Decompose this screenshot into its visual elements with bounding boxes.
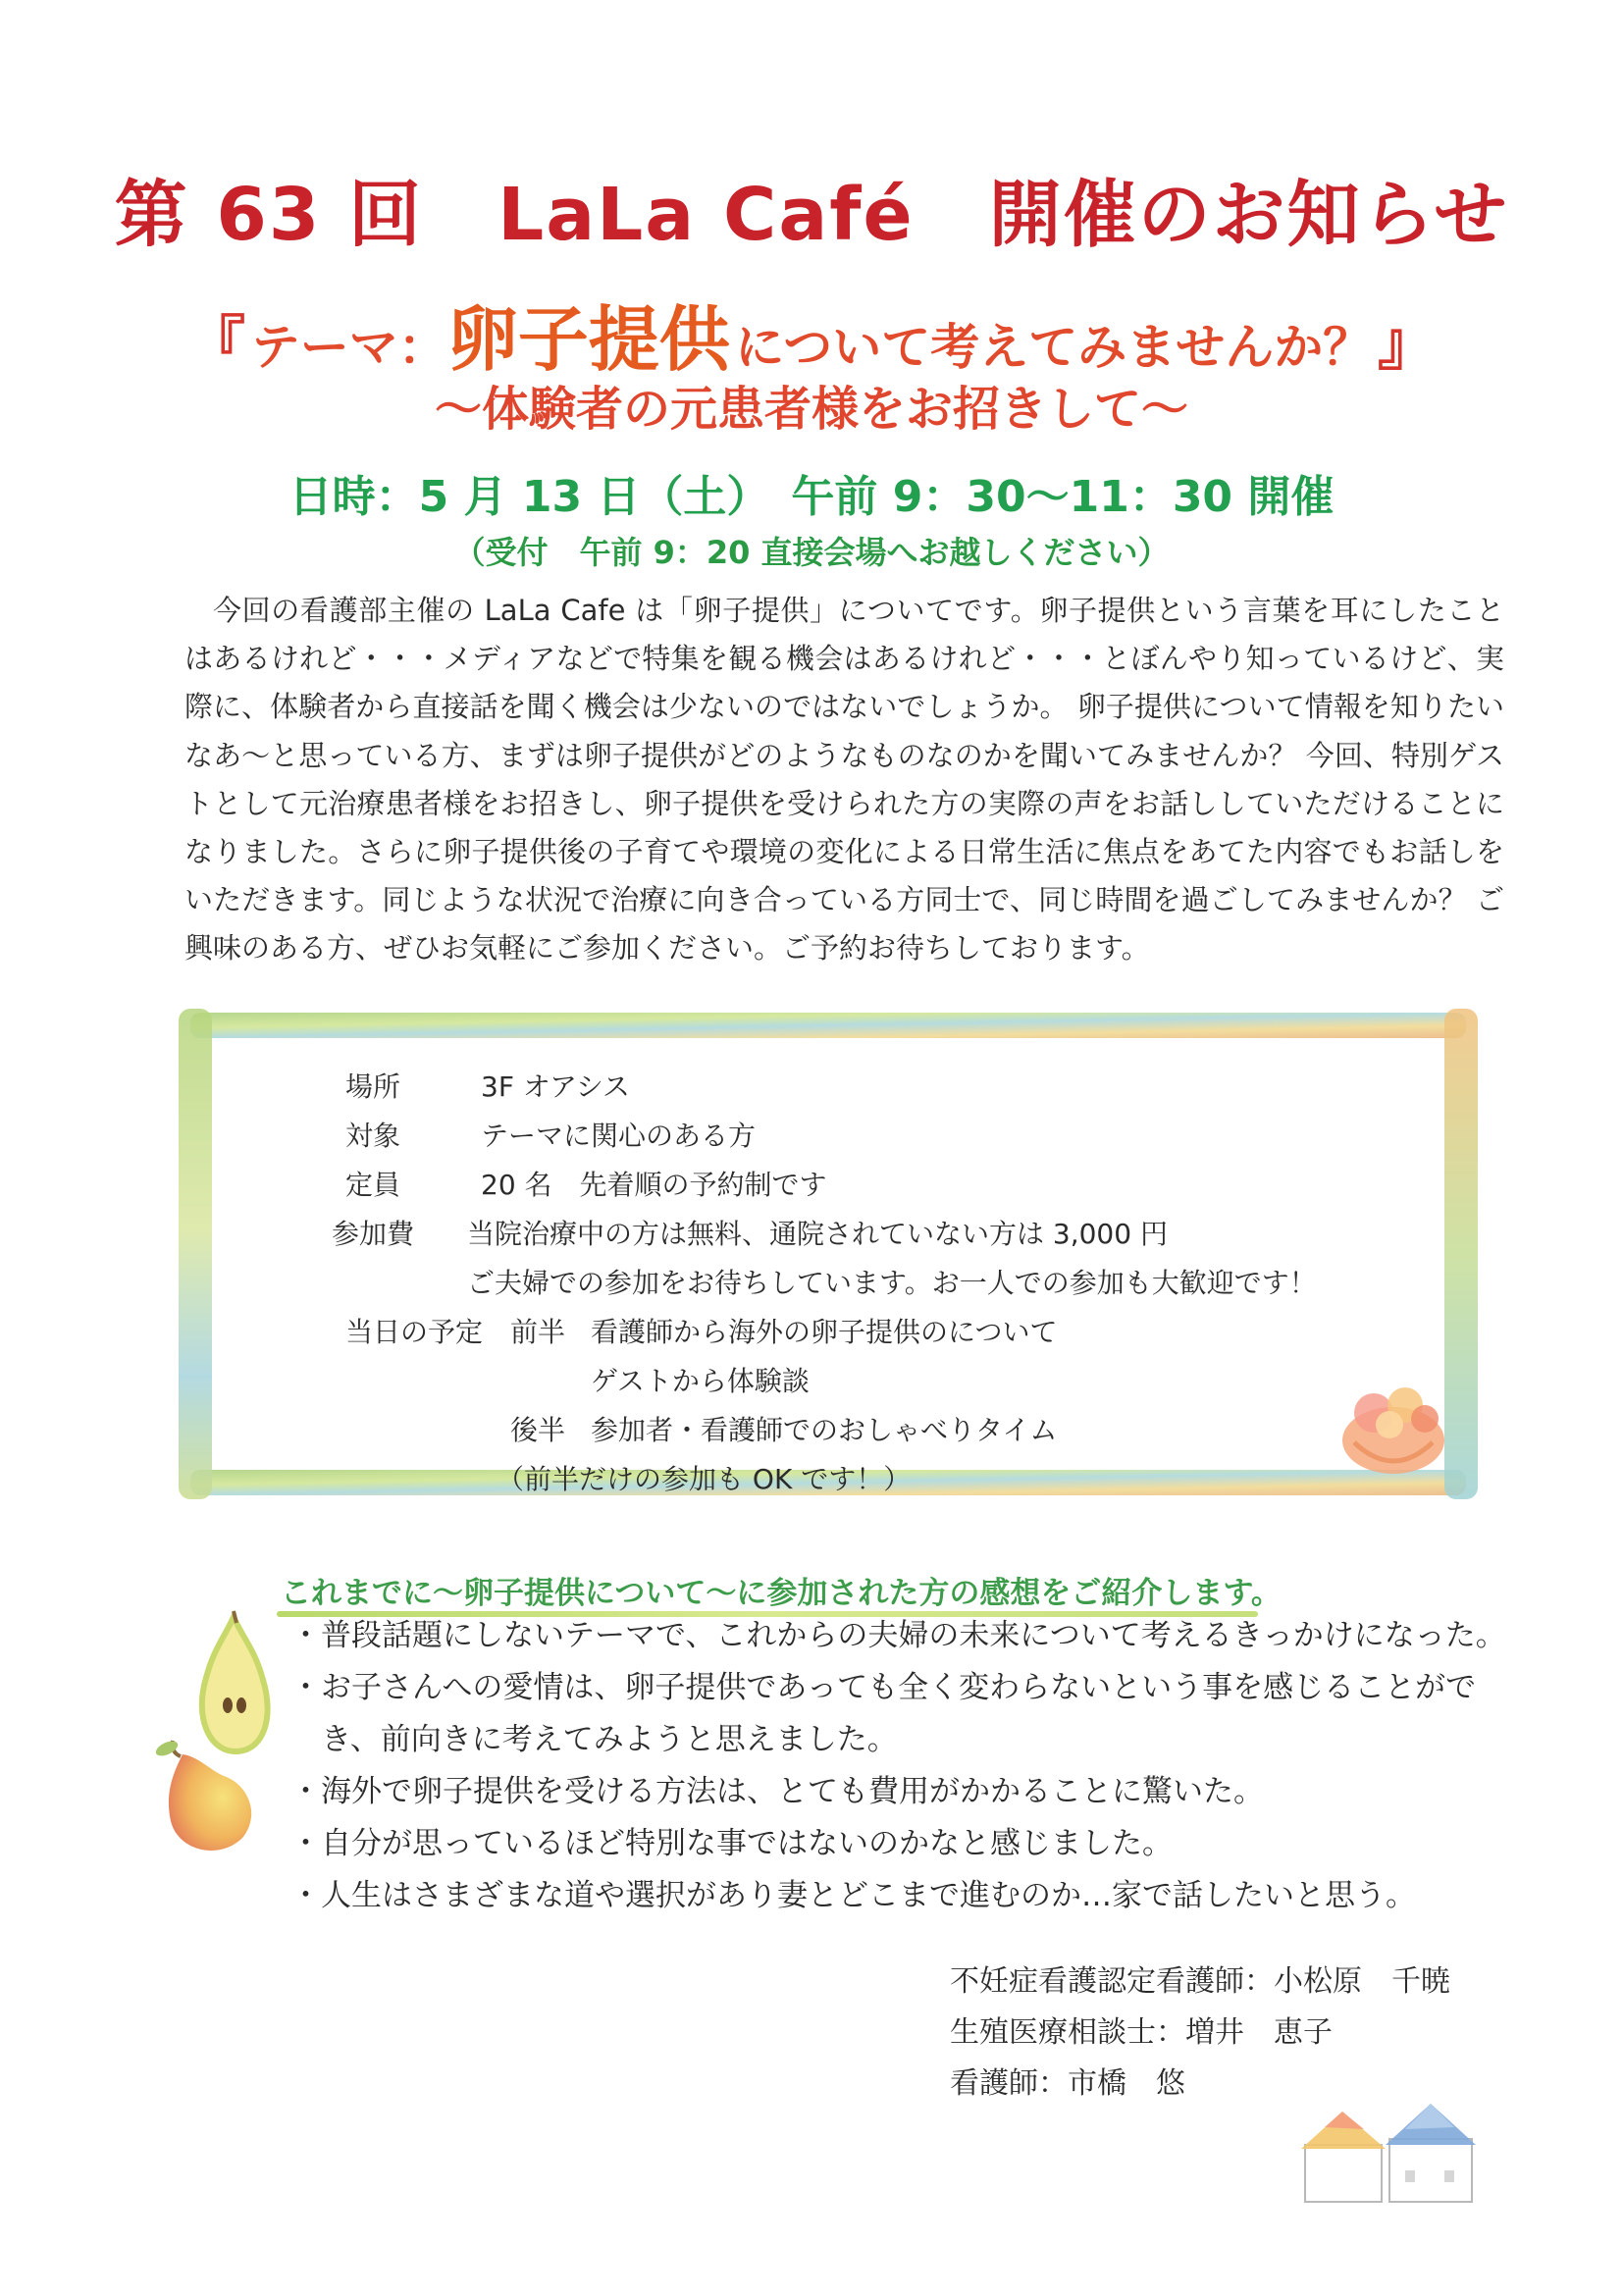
theme-rest: について考えてみませんか？	[735, 319, 1373, 376]
theme-line	[0, 283, 1623, 385]
capacity-value: 20 名 先着順の予約制です	[481, 1169, 827, 1201]
theme-open-bracket: 『	[186, 310, 246, 379]
target-value: テーマに関心のある方	[481, 1120, 757, 1152]
first-half-item-1: 看護師から海外の卵子提供のについて	[591, 1316, 1058, 1348]
subtitle: ～体験者の元患者様をお招きして～	[434, 382, 1188, 437]
intro-paragraph: 今回の看護部主催の LaLa Cafe は「卵子提供」についてです。卵子提供という言葉を耳にしたことはあるけれど・・・メディアなどで特集を観る機会はあるけれど・・・とぼんやり知っているけど、実際に、体験者から直接話を聞く機会は少ないのではないでしょうか。 卵子提供について情報を知りたいなあ～と思っている方、まずは卵子提供がどのようなものなのかを聞いてみませんか？ 今回、特別ゲストとして元治療患者様をお招きし、卵子提供を受けられた方の実際の声をお話ししていただけることになりました。さらに卵子提供後の子育てや環境の変化による日常生活に焦点をあてた内容でもお話しをいただきます。同じような状況で治療に向き合っている方同士で、同じ時間を過ごしてみませんか？ ご興味のある方、ぜひお気軽にご参加ください。ご予約お待ちしております。	[184, 594, 1504, 965]
reception-note: （受付 午前 9：20 直接会場へお越しください）	[453, 534, 1170, 571]
houses-illustration	[1295, 2090, 1482, 2208]
fee-value: 当院治療中の方は無料、通院されていない方は 3,000 円	[467, 1218, 1168, 1250]
voice-item: ・お子さんへの愛情は、卵子提供であっても全く変わらないという事を感じることがで	[290, 1670, 1477, 1705]
event-datetime: 日時：5 月 13 日（土） 午前 9：30～11：30 開催	[288, 472, 1335, 522]
first-half-item-2: ゲストから体験談	[591, 1365, 810, 1397]
intro-text	[184, 587, 1504, 973]
second-half-item: 参加者・看護師でのおしゃべりタイム	[591, 1414, 1058, 1446]
pear-whole-illustration	[153, 1735, 261, 1862]
voice-item: ・人生はさまざまな道や選択があり妻とどこまで進むのか…家で話したいと思う。	[290, 1878, 1416, 1913]
staff-member: 生殖医療相談士：増井 恵子	[950, 2015, 1333, 2050]
fee-note: ご夫婦での参加をお待ちしています。お一人での参加も大歓迎です！	[467, 1267, 1317, 1299]
theme-label: テーマ：	[250, 319, 447, 376]
fruit-bowl-illustration	[1335, 1364, 1452, 1482]
voice-item: ・海外で卵子提供を受ける方法は、とても費用がかかることに驚いた。	[290, 1774, 1264, 1809]
voice-item: ・自分が思っているほど特別な事ではないのかなと感じました。	[290, 1826, 1173, 1861]
first-half-label: 前半	[510, 1316, 566, 1348]
staff-member: 不妊症看護認定看護師：小松原 千暁	[950, 1964, 1450, 1999]
second-half-label: 後半	[510, 1414, 566, 1446]
page-title: 第 63 回 LaLa Café 開催のお知らせ	[114, 173, 1509, 257]
first-half-only-note: （前半だけの参加も OK です！）	[497, 1463, 912, 1495]
theme-close-bracket: 』	[1377, 310, 1437, 379]
capacity-label: 定員	[345, 1169, 401, 1201]
voice-item: ・普段話題にしないテーマで、これからの夫婦の未来について考えるきっかけになった。	[290, 1618, 1506, 1653]
voice-item: き、前向きに考えてみようと思えました。	[290, 1722, 898, 1757]
place-label: 場所	[345, 1070, 401, 1103]
staff-member: 看護師：市橋 悠	[950, 2066, 1185, 2101]
target-label: 対象	[345, 1120, 401, 1152]
schedule-label: 当日の予定	[345, 1316, 484, 1348]
fee-label: 参加費	[332, 1218, 415, 1250]
place-value: 3F オアシス	[481, 1070, 631, 1103]
theme-topic: 卵子提供	[446, 298, 730, 381]
voices-heading: これまでに～卵子提供について～に参加された方の感想をご紹介します。	[281, 1576, 1282, 1611]
